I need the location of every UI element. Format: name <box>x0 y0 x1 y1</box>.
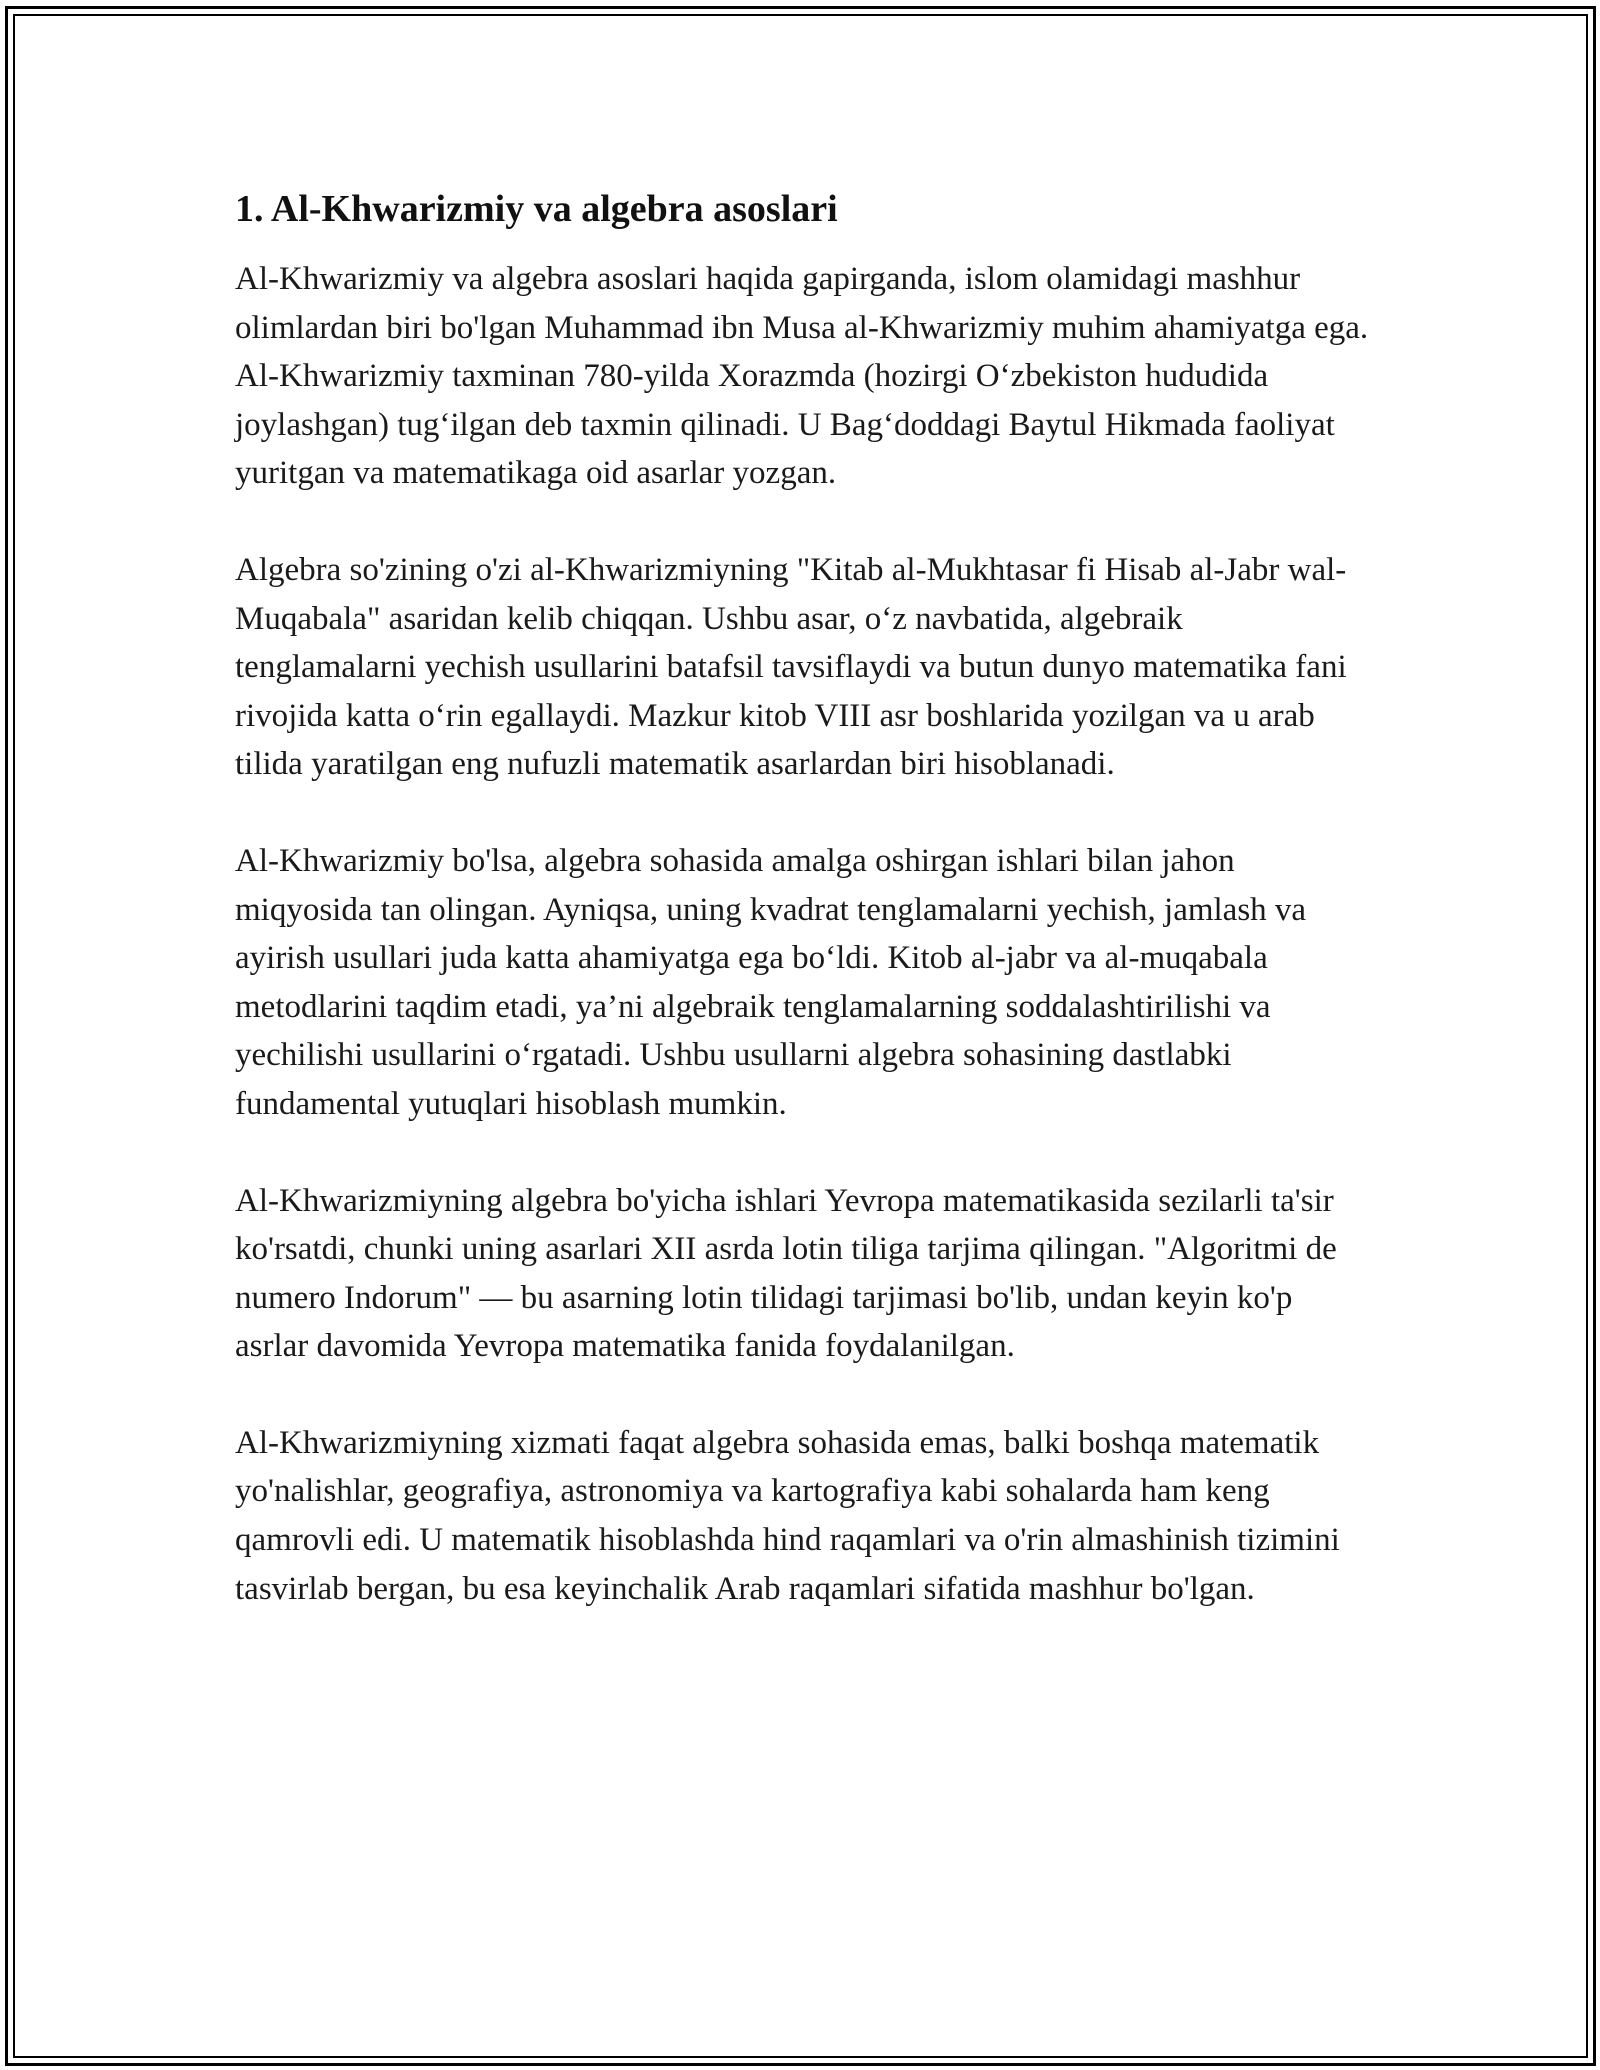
document-body <box>235 186 1370 1661</box>
paragraph-1: Al-Khwarizmiy va algebra asoslari haqida gapirganda, islom olamidagi mashhur olimlardan biri bo'lgan Muhammad ibn Musa al-Khwarizmiy muhim ahamiyatga ega. Al-Khwarizmiy taxminan 780-yilda Xorazmda (hozirgi O‘zbekiston hududida joylashgan) tug‘ilgan deb taxmin qilinadi. U Bag‘doddagi Baytul Hikmada faoliyat yuritgan va matematikaga oid asarlar yozgan. <box>235 261 1369 492</box>
paragraph-2: Algebra so'zining o'zi al-Khwarizmiyning "Kitab al-Mukhtasar fi Hisab al-Jabr wal-Muqabala" asaridan kelib chiqqan. Ushbu asar, o‘z navbatida, algebraik tenglamalarni yechish usullarini batafsil tavsiflaydi va butun dunyo matematika fani rivojida katta o‘rin egallaydi. Mazkur kitob VIII asr boshlarida yozilgan va u arab tilida yaratilgan eng nufuzli matematik asarlardan biri hisoblanadi. <box>235 551 1347 783</box>
paragraph-4: Al-Khwarizmiyning algebra bo'yicha ishlari Yevropa matematikasida sezilarli ta'sir ko'rsatdi, chunki uning asarlari XII asrda lotin tiliga tarjima qilingan. "Algoritmi de numero Indorum" — bu asarning lotin tilidagi tarjimasi bo'lib, undan keyin ko'p asrlar davomida Yevropa matematika fanida foydalanilgan. <box>235 1182 1337 1365</box>
paragraph-3: Al-Khwarizmiy bo'lsa, algebra sohasida amalga oshirgan ishlari bilan jahon miqyosida tan olingan. Ayniqsa, uning kvadrat tenglamalarni yechish, jamlash va ayirish usullari juda katta ahamiyatga ega bo‘ldi. Kitob al-jabr va al-muqabala metodlarini taqdim etadi, ya’ni algebraik tenglamalarning soddalashtirilishi va yechilishi usullarini o‘rgatadi. Ushbu usullarni algebra sohasining dastlabki fundamental yutuqlari hisoblash mumkin. <box>235 842 1307 1122</box>
section-heading: 1. Al-Khwarizmiy va algebra asoslari <box>235 188 838 230</box>
paragraph-5: Al-Khwarizmiyning xizmati faqat algebra sohasida emas, balki boshqa matematik yo'nalishlar, geografiya, astronomiya va kartografiya kabi sohalarda ham keng qamrovli edi. U matematik hisoblashda hind raqamlari va o'rin almashinish tizimini tasvirlab bergan, bu esa keyinchalik Arab raqamlari sifatida mashhur bo'lgan. <box>235 1424 1340 1607</box>
